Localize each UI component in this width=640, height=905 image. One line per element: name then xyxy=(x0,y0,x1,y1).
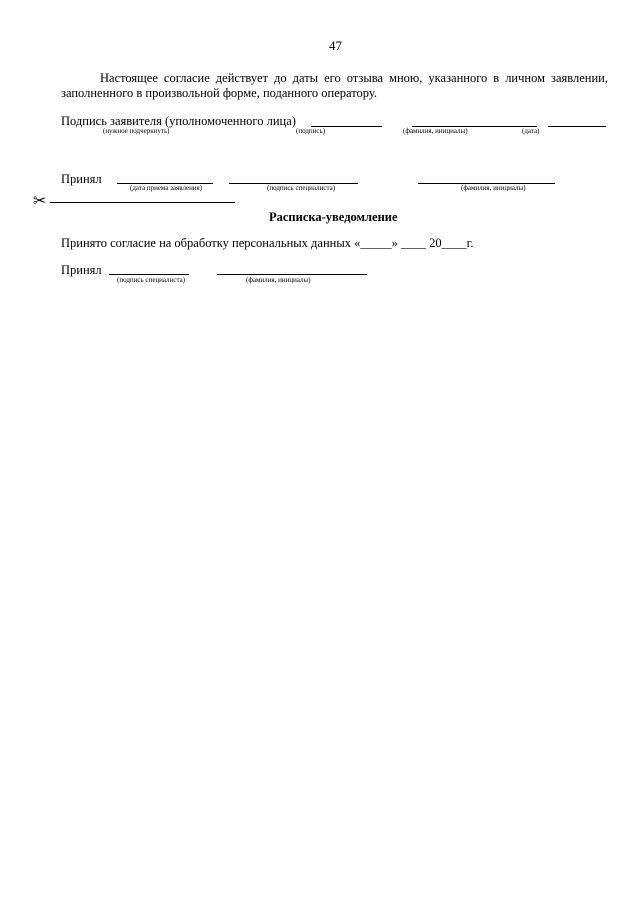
receipt-text: Принято согласие на обработку персональных данных «_____» ____ 20____г. xyxy=(61,236,474,250)
scissors-icon: ✂ xyxy=(33,191,47,210)
hint-signature-label: (подпись) xyxy=(296,127,326,135)
consent-text-line-1: Настоящее согласие действует до даты его отзыва мною, указанного в личном заявлении, xyxy=(100,71,608,85)
page-number: 47 xyxy=(329,38,342,53)
receipt-name-underline xyxy=(217,274,367,275)
consent-text-line-2: заполненного в произвольной форме, поданного оператору. xyxy=(61,86,377,100)
applicant-signature-label: Подпись заявителя (уполномоченного лица) xyxy=(61,114,296,128)
hint-accepted-name-label: (фамилия, инициалы) xyxy=(461,184,526,192)
hint-date-label: (дата) xyxy=(522,127,540,135)
receipt-hint-name-label: (фамилия, инициалы) xyxy=(246,276,311,284)
accepted-label: Принял xyxy=(61,172,102,186)
hint-underline-label: (нужное подчеркнуть) xyxy=(103,127,170,135)
cut-line xyxy=(50,202,235,203)
hint-name-label: (фамилия, инициалы) xyxy=(403,127,468,135)
receipt-hint-specialist-signature-label: (подпись специалиста) xyxy=(117,276,186,284)
receipt-title: Расписка-уведомление xyxy=(269,210,398,224)
hint-date-received-label: (дата приема заявления) xyxy=(130,184,203,192)
receipt-specialist-signature-underline xyxy=(109,274,189,275)
hint-specialist-signature-label: (подпись специалиста) xyxy=(267,184,336,192)
date-underline xyxy=(548,126,606,127)
receipt-accepted-label: Принял xyxy=(61,263,102,277)
